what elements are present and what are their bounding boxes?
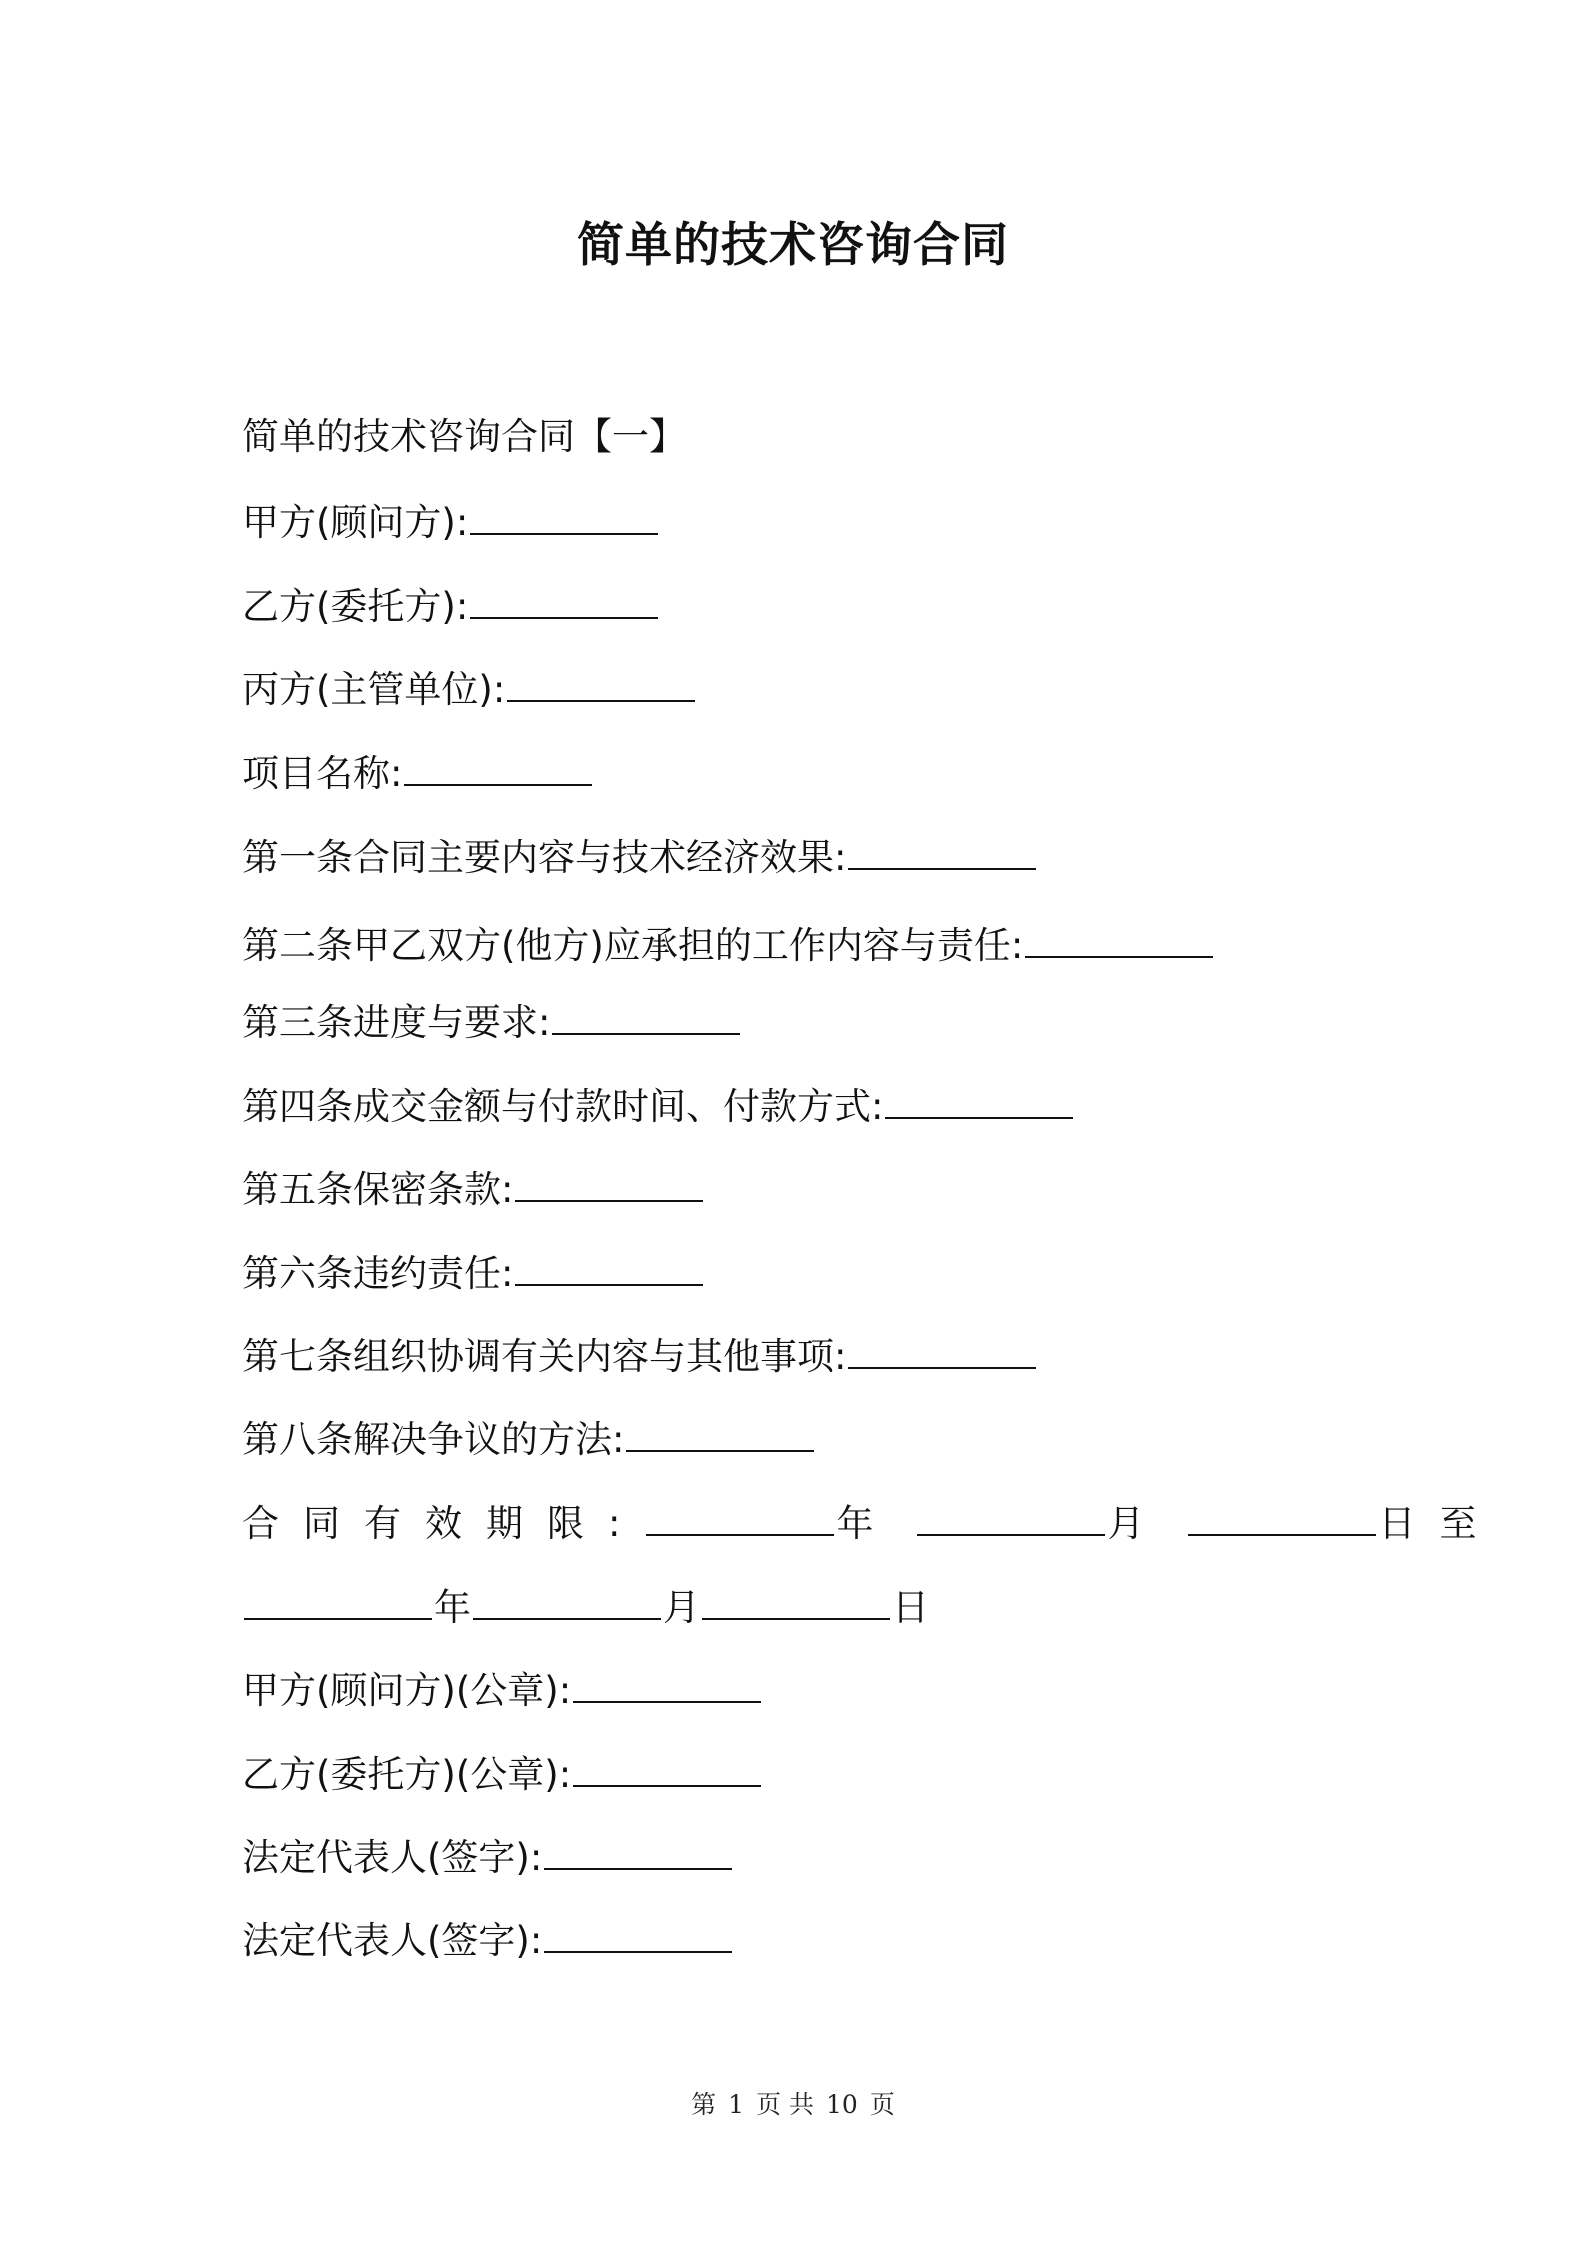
clause-4-blank <box>885 1081 1073 1119</box>
party-b-seal-line <box>242 1749 763 1800</box>
legal-rep-1-line <box>242 1832 734 1883</box>
party-a-seal-line <box>242 1665 763 1716</box>
clause-8-line <box>242 1414 816 1465</box>
validity-start-month-blank <box>917 1498 1105 1536</box>
party-c-blank <box>507 664 695 702</box>
clause-3-line <box>242 997 742 1048</box>
validity-end-day-unit: 日 <box>892 1586 929 1629</box>
legal-rep-1-label: 法定代表人(签字): <box>242 1836 543 1879</box>
validity-end-year-unit: 年 <box>434 1586 471 1629</box>
clause-2-label: 第二条甲乙双方(他方)应承担的工作内容与责任: <box>242 924 1024 967</box>
clause-8-blank <box>626 1414 814 1452</box>
party-a-seal-label: 甲方(顾问方)(公章): <box>242 1669 572 1712</box>
footer-prefix: 第 <box>691 2090 717 2119</box>
footer-page-number: 1 <box>728 2090 745 2119</box>
clause-4-label: 第四条成交金额与付款时间、付款方式: <box>242 1085 884 1128</box>
party-b-seal-blank <box>573 1749 761 1787</box>
legal-rep-2-blank <box>544 1915 732 1953</box>
validity-start-month-unit: 月 <box>1107 1502 1145 1545</box>
party-a-seal-blank <box>573 1665 761 1703</box>
clause-8-label: 第八条解决争议的方法: <box>242 1418 625 1461</box>
party-c-line <box>242 664 697 715</box>
clause-2-blank <box>1025 920 1213 958</box>
party-a-line <box>242 497 660 548</box>
clause-2-line <box>242 920 1215 971</box>
validity-start-year-blank <box>646 1498 834 1536</box>
project-name-blank <box>404 748 592 786</box>
footer-total-pages: 10 <box>826 2090 858 2119</box>
clause-3-label: 第三条进度与要求: <box>242 1001 551 1044</box>
party-a-label: 甲方(顾问方): <box>242 501 469 544</box>
clause-7-label: 第七条组织协调有关内容与其他事项: <box>242 1335 847 1378</box>
footer-middle: 页 共 <box>756 2090 815 2119</box>
validity-end-month-unit: 月 <box>663 1586 700 1629</box>
clause-6-blank <box>515 1248 703 1286</box>
document-title: 简单的技术咨询合同 <box>577 218 1009 273</box>
validity-end-day-blank <box>702 1582 890 1620</box>
party-b-label: 乙方(委托方): <box>242 585 469 628</box>
party-b-blank <box>470 581 658 619</box>
validity-start-year-unit: 年 <box>836 1502 874 1545</box>
contract-subtitle: 简单的技术咨询合同【一】 <box>242 415 686 458</box>
party-a-blank <box>470 497 658 535</box>
clause-6-line <box>242 1248 705 1299</box>
validity-start-day-unit: 日至 <box>1378 1502 1501 1545</box>
validity-label: 合同有效期限: <box>242 1502 645 1545</box>
footer-suffix: 页 <box>869 2090 895 2119</box>
project-name-label: 项目名称: <box>242 752 403 795</box>
clause-1-line <box>242 832 1038 883</box>
party-c-label: 丙方(主管单位): <box>242 668 506 711</box>
clause-7-line <box>242 1331 1038 1382</box>
validity-end-year-blank <box>244 1582 432 1620</box>
legal-rep-2-label: 法定代表人(签字): <box>242 1919 543 1962</box>
validity-end-line <box>242 1582 929 1633</box>
validity-line <box>242 1498 1500 1549</box>
validity-start-day-blank <box>1188 1498 1376 1536</box>
clause-4-line <box>242 1081 1075 1132</box>
validity-end-month-blank <box>473 1582 661 1620</box>
project-name-line <box>242 748 594 799</box>
legal-rep-2-line <box>242 1915 734 1966</box>
clause-3-blank <box>552 997 740 1035</box>
party-b-line <box>242 581 660 632</box>
clause-5-blank <box>515 1164 703 1202</box>
party-b-seal-label: 乙方(委托方)(公章): <box>242 1753 572 1796</box>
clause-5-label: 第五条保密条款: <box>242 1168 514 1211</box>
clause-1-label: 第一条合同主要内容与技术经济效果: <box>242 836 847 879</box>
legal-rep-1-blank <box>544 1832 732 1870</box>
clause-5-line <box>242 1164 705 1215</box>
page-footer <box>0 2088 1586 2122</box>
clause-6-label: 第六条违约责任: <box>242 1252 514 1295</box>
clause-1-blank <box>848 832 1036 870</box>
clause-7-blank <box>848 1331 1036 1369</box>
